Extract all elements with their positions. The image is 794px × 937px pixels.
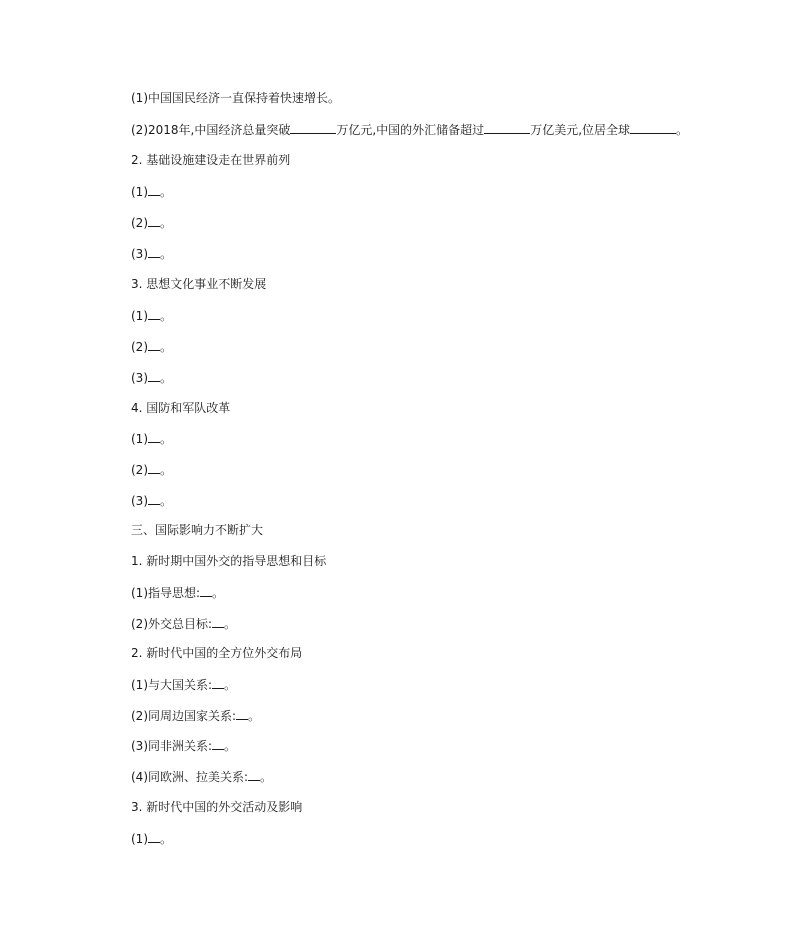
answer-blank [290, 121, 336, 134]
answer-blank [484, 121, 530, 134]
item-number: (2) [131, 340, 148, 354]
fill-in-line [131, 615, 236, 632]
fill-in-line [131, 707, 260, 724]
line-end: 。 [224, 617, 237, 631]
answer-blank [630, 121, 676, 134]
fill-in-line [131, 584, 224, 601]
item-label: (2)同周边国家关系: [131, 709, 237, 723]
fill-in-line [131, 214, 172, 231]
line-end: 。 [160, 432, 173, 446]
section-heading: 3. 思想文化事业不断发展 [131, 277, 267, 291]
item-number: (3) [131, 494, 148, 508]
answer-blank [236, 707, 248, 720]
fill-in-line [131, 492, 172, 509]
line-end: 。 [224, 739, 237, 753]
line-end: 。 [160, 340, 173, 354]
line-end: 。 [160, 371, 173, 385]
answer-blank [148, 492, 160, 505]
fill-in-line [131, 676, 236, 693]
section-heading: 1. 新时期中国外交的指导思想和目标 [131, 554, 327, 568]
answer-blank [148, 338, 160, 351]
section-heading: 4. 国防和军队改革 [131, 401, 231, 415]
item-label: (4)同欧洲、拉美关系: [131, 770, 249, 784]
item-label: (2)外交总目标: [131, 617, 213, 631]
section-heading: 3. 新时代中国的外交活动及影响 [131, 800, 303, 814]
line-end: 。 [160, 247, 173, 261]
line-end: 。 [160, 832, 173, 846]
item-label: (1)与大国关系: [131, 678, 213, 692]
section-heading: 2. 新时代中国的全方位外交布局 [131, 646, 303, 660]
fill-in-line [131, 307, 172, 324]
line-end: 。 [160, 309, 173, 323]
fill-in-line [131, 737, 236, 754]
answer-blank [212, 615, 224, 628]
text-line: (1)中国国民经济一直保持着快速增长。 [131, 91, 340, 105]
line-end: 。 [160, 185, 173, 199]
answer-blank [248, 768, 260, 781]
line-segment: 。 [676, 123, 689, 137]
line-segment: 万亿元,中国的外汇储备超过 [336, 123, 485, 137]
fill-in-line [131, 338, 172, 355]
item-number: (2) [131, 463, 148, 477]
answer-blank [148, 214, 160, 227]
line-segment: 万亿美元,位居全球 [530, 123, 631, 137]
line-segment: (2)2018年,中国经济总量突破 [131, 123, 291, 137]
answer-blank [148, 461, 160, 474]
item-label: (1)指导思想: [131, 586, 201, 600]
fill-in-line [131, 430, 172, 447]
item-number: (1) [131, 185, 148, 199]
fill-in-line [131, 183, 172, 200]
line-end: 。 [248, 709, 261, 723]
answer-blank [148, 430, 160, 443]
answer-blank [148, 307, 160, 320]
fill-in-line [131, 121, 688, 138]
part-heading: 三、国际影响力不断扩大 [131, 523, 264, 537]
item-number: (3) [131, 247, 148, 261]
answer-blank [148, 830, 160, 843]
line-end: 。 [212, 586, 225, 600]
item-number: (1) [131, 432, 148, 446]
section-heading: 2. 基础设施建设走在世界前列 [131, 153, 291, 167]
answer-blank [148, 245, 160, 258]
fill-in-line [131, 830, 172, 847]
item-number: (3) [131, 371, 148, 385]
fill-in-line [131, 768, 272, 785]
answer-blank [200, 584, 212, 597]
line-end: 。 [160, 494, 173, 508]
line-end: 。 [224, 678, 237, 692]
item-number: (2) [131, 216, 148, 230]
item-number: (1) [131, 309, 148, 323]
answer-blank [148, 183, 160, 196]
answer-blank [212, 676, 224, 689]
answer-blank [148, 369, 160, 382]
line-end: 。 [160, 463, 173, 477]
fill-in-line [131, 369, 172, 386]
item-label: (3)同非洲关系: [131, 739, 213, 753]
answer-blank [212, 737, 224, 750]
line-end: 。 [260, 770, 273, 784]
line-end: 。 [160, 216, 173, 230]
item-number: (1) [131, 832, 148, 846]
fill-in-line [131, 245, 172, 262]
fill-in-line [131, 461, 172, 478]
